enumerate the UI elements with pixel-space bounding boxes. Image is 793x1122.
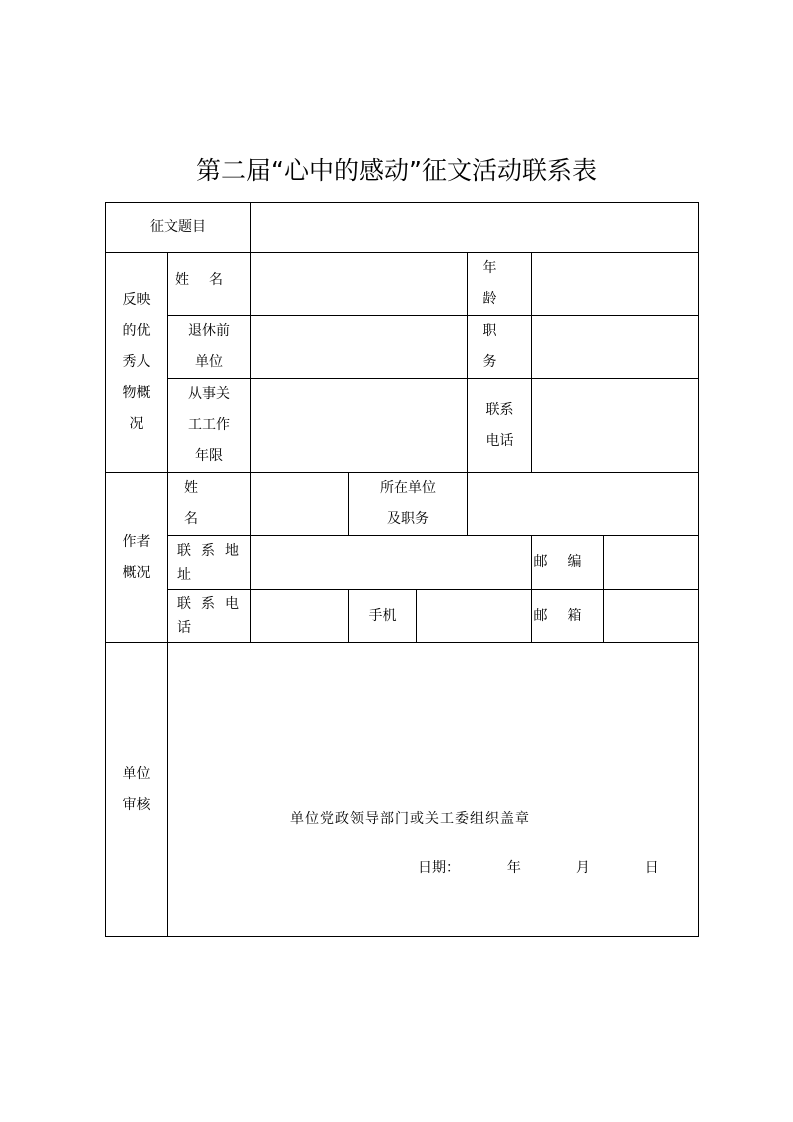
author-name-label: 姓名: [168, 473, 251, 536]
date-line: [418, 853, 659, 884]
author-phone-row: [106, 590, 699, 643]
address-label: 联系地 址: [168, 536, 251, 590]
email-field[interactable]: [604, 590, 699, 643]
essay-title-label: 征文题目: [106, 203, 251, 253]
person-age-field[interactable]: [532, 253, 699, 316]
person-phone-label: 联系 电话: [468, 379, 532, 473]
retire-unit-label: 退休前 单位: [168, 316, 251, 379]
author-phone-field[interactable]: [251, 590, 349, 643]
author-name-field[interactable]: [251, 473, 349, 536]
retire-unit-field[interactable]: [251, 316, 468, 379]
author-phone-label: 联系电 话: [168, 590, 251, 643]
work-years-row: [106, 379, 699, 473]
contact-form-table: [105, 202, 699, 937]
address-field[interactable]: [251, 536, 532, 590]
author-unit-field[interactable]: [468, 473, 699, 536]
position-field[interactable]: [532, 316, 699, 379]
day-label: 日: [644, 860, 659, 876]
stamp-note: 单位党政领导部门或关工委组织盖章: [290, 811, 530, 827]
date-label: 日期：: [418, 860, 460, 876]
page-title: 第二届“心中的感动”征文活动联系表: [196, 156, 597, 185]
address-row: [106, 536, 699, 590]
section-author-label: 作者 概况: [106, 473, 168, 643]
essay-title-row: [106, 203, 699, 253]
postcode-field[interactable]: [604, 536, 699, 590]
mobile-label: 手机: [349, 590, 417, 643]
person-name-label: 姓名: [168, 253, 251, 316]
email-label: 邮箱: [532, 590, 604, 643]
month-label: 月: [575, 860, 590, 876]
work-years-field[interactable]: [251, 379, 468, 473]
section-person-label: 反映 的优 秀人 物概 况: [106, 253, 168, 473]
essay-title-field[interactable]: [251, 203, 699, 253]
position-label: 职务: [468, 316, 532, 379]
year-label: 年: [506, 860, 521, 876]
retire-unit-row: [106, 316, 699, 379]
postcode-label: 邮编: [532, 536, 604, 590]
person-name-field[interactable]: [251, 253, 468, 316]
person-age-label: 年龄: [468, 253, 532, 316]
person-name-row: [106, 253, 699, 316]
work-years-label: 从事关 工工作 年限: [168, 379, 251, 473]
person-phone-field[interactable]: [532, 379, 699, 473]
author-name-row: [106, 473, 699, 536]
audit-row: [106, 643, 699, 937]
audit-area[interactable]: [168, 643, 699, 937]
author-unit-label: 所在单位 及职务: [349, 473, 468, 536]
mobile-field[interactable]: [417, 590, 532, 643]
section-audit-label: 单位 审核: [106, 643, 168, 937]
